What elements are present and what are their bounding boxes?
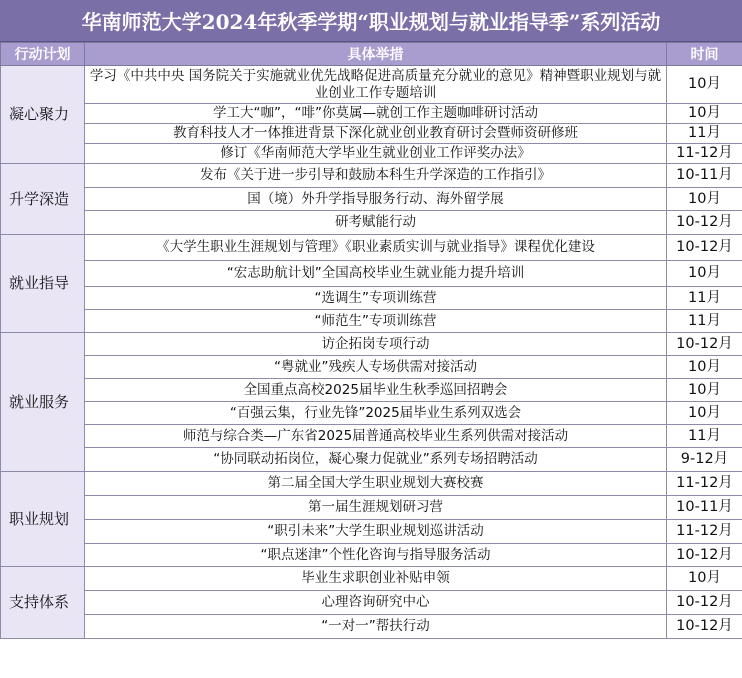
time-cell: 9-12月	[667, 448, 742, 472]
time-cell: 10-12月	[667, 211, 742, 235]
time-cell: 10-11月	[667, 496, 742, 520]
category-cell: 升学深造	[1, 164, 85, 235]
time-cell: 10月	[667, 66, 742, 104]
measure-cell: 毕业生求职创业补贴申领	[85, 567, 667, 591]
measure-cell: 全国重点高校2025届毕业生秋季巡回招聘会	[85, 379, 667, 402]
table-row	[1, 211, 742, 235]
table-row	[1, 591, 742, 615]
table-row	[1, 448, 742, 472]
time-cell: 11月	[667, 310, 742, 333]
measure-cell: “协同联动拓岗位，凝心聚力促就业”系列专场招聘活动	[85, 448, 667, 472]
header-category: 行动计划	[1, 43, 85, 66]
time-cell: 11-12月	[667, 472, 742, 496]
table-body	[1, 66, 742, 639]
header-time: 时间	[667, 43, 742, 66]
header-row	[1, 43, 742, 66]
table-row	[1, 544, 742, 567]
time-cell: 10月	[667, 104, 742, 124]
measure-cell: “职点迷津”个性化咨询与指导服务活动	[85, 544, 667, 567]
measure-cell: 心理咨询研究中心	[85, 591, 667, 615]
table-row	[1, 104, 742, 124]
table-row	[1, 66, 742, 104]
time-cell: 10月	[667, 188, 742, 211]
time-cell: 10月	[667, 261, 742, 287]
table-row	[1, 425, 742, 448]
time-cell: 10月	[667, 567, 742, 591]
table-row	[1, 567, 742, 591]
measure-cell: 修订《华南师范大学毕业生就业创业工作评奖办法》	[85, 144, 667, 164]
measure-cell: “一对一”帮扶行动	[85, 615, 667, 639]
category-cell: 就业指导	[1, 235, 85, 333]
time-cell: 10-12月	[667, 544, 742, 567]
table-row	[1, 164, 742, 188]
measure-cell: 教育科技人才一体推进背景下深化就业创业教育研讨会暨师资研修班	[85, 124, 667, 144]
time-cell: 11月	[667, 124, 742, 144]
measure-cell: 研考赋能行动	[85, 211, 667, 235]
time-cell: 10-12月	[667, 235, 742, 261]
measure-cell: 师范与综合类—广东省2025届普通高校毕业生系列供需对接活动	[85, 425, 667, 448]
time-cell: 11月	[667, 287, 742, 310]
time-cell: 10-12月	[667, 333, 742, 356]
header-measure: 具体举措	[85, 43, 667, 66]
table-row	[1, 615, 742, 639]
time-cell: 10月	[667, 379, 742, 402]
table-row	[1, 310, 742, 333]
category-cell: 支持体系	[1, 567, 85, 639]
table-row	[1, 144, 742, 164]
time-cell: 10月	[667, 356, 742, 379]
category-cell: 职业规划	[1, 472, 85, 567]
measure-cell: 发布《关于进一步引导和鼓励本科生升学深造的工作指引》	[85, 164, 667, 188]
table-row	[1, 235, 742, 261]
measure-cell: 学习《中共中央 国务院关于实施就业优先战略促进高质量充分就业的意见》精神暨职业规划与就业创业工作专题培训	[85, 66, 667, 104]
category-cell: 就业服务	[1, 333, 85, 472]
measure-cell: “职引未来”大学生职业规划巡讲活动	[85, 520, 667, 544]
time-cell: 10-12月	[667, 591, 742, 615]
time-cell: 10月	[667, 402, 742, 425]
time-cell: 10-12月	[667, 615, 742, 639]
measure-cell: 学工大“咖”，“啡”你莫属—就创工作主题咖啡研讨活动	[85, 104, 667, 124]
table-row	[1, 261, 742, 287]
time-cell: 11-12月	[667, 520, 742, 544]
measure-cell: “选调生”专项训练营	[85, 287, 667, 310]
measure-cell: 第二届全国大学生职业规划大赛校赛	[85, 472, 667, 496]
table-row	[1, 188, 742, 211]
measure-cell: 国（境）外升学指导服务行动、海外留学展	[85, 188, 667, 211]
activity-table	[0, 42, 742, 639]
measure-cell: “宏志助航计划”全国高校毕业生就业能力提升培训	[85, 261, 667, 287]
category-cell: 凝心聚力	[1, 66, 85, 164]
time-cell: 11-12月	[667, 144, 742, 164]
measure-cell: 访企拓岗专项行动	[85, 333, 667, 356]
time-cell: 10-11月	[667, 164, 742, 188]
table-row	[1, 287, 742, 310]
measure-cell: “粤就业”残疾人专场供需对接活动	[85, 356, 667, 379]
page-title: 华南师范大学2024年秋季学期“职业规划与就业指导季”系列活动	[0, 0, 742, 42]
measure-cell: 第一届生涯规划研习营	[85, 496, 667, 520]
table-row	[1, 124, 742, 144]
time-cell: 11月	[667, 425, 742, 448]
table-row	[1, 379, 742, 402]
table-row	[1, 402, 742, 425]
table-row	[1, 356, 742, 379]
table-row	[1, 496, 742, 520]
measure-cell: 《大学生职业生涯规划与管理》《职业素质实训与就业指导》课程优化建设	[85, 235, 667, 261]
measure-cell: “百强云集，行业先锋”2025届毕业生系列双选会	[85, 402, 667, 425]
measure-cell: “师范生”专项训练营	[85, 310, 667, 333]
table-row	[1, 472, 742, 496]
table-row	[1, 520, 742, 544]
table-row	[1, 333, 742, 356]
